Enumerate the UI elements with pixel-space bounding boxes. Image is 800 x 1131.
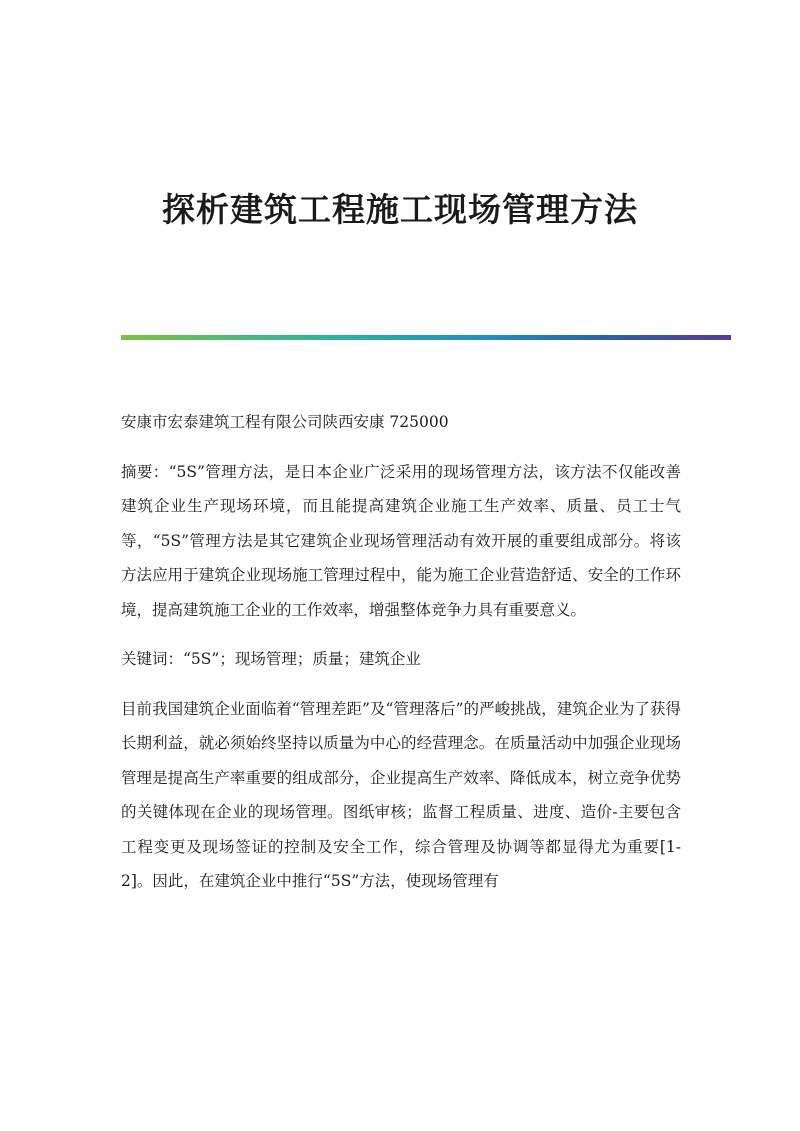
keywords-line: 关键词：“5S”；现场管理；质量；建筑企业 bbox=[121, 650, 421, 668]
title-divider bbox=[121, 335, 731, 340]
page-title: 探析建筑工程施工现场管理方法 bbox=[162, 190, 638, 229]
document-body bbox=[121, 405, 681, 914]
abstract-paragraph: 摘要：“5S”管理方法，是日本企业广泛采用的现场管理方法，该方法不仅能改善建筑企业生产现场环境，而且能提高建筑企业施工生产效率、质量、员工士气等，“5S”管理方法是其它建筑企业现场管理活动有效开展的重要组成部分。将该方法应用于建筑企业现场施工管理过程中，能为施工企业营造舒适、安全的工作环境，提高建筑施工企业的工作效率，增强整体竞争力具有重要意义。 bbox=[121, 462, 681, 619]
body-paragraph: 目前我国建筑企业面临着“管理差距”及“管理落后”的严峻挑战，建筑企业为了获得长期利益，就必须始终坚持以质量为中心的经营理念。在质量活动中加强企业现场管理是提高生产率重要的组成部分，企业提高生产效率、降低成本，树立竞争优势的关键体现在企业的现场管理。图纸审核；监督工程质量、进度、造价-主要包含工程变更及现场签证的控制及安全工作，综合管理及协调等都显得尤为重要[1-2]。因此，在建筑企业中推行“5S”方法，使现场管理有 bbox=[121, 699, 681, 890]
author-affiliation: 安康市宏泰建筑工程有限公司陕西安康 725000 bbox=[121, 413, 449, 431]
